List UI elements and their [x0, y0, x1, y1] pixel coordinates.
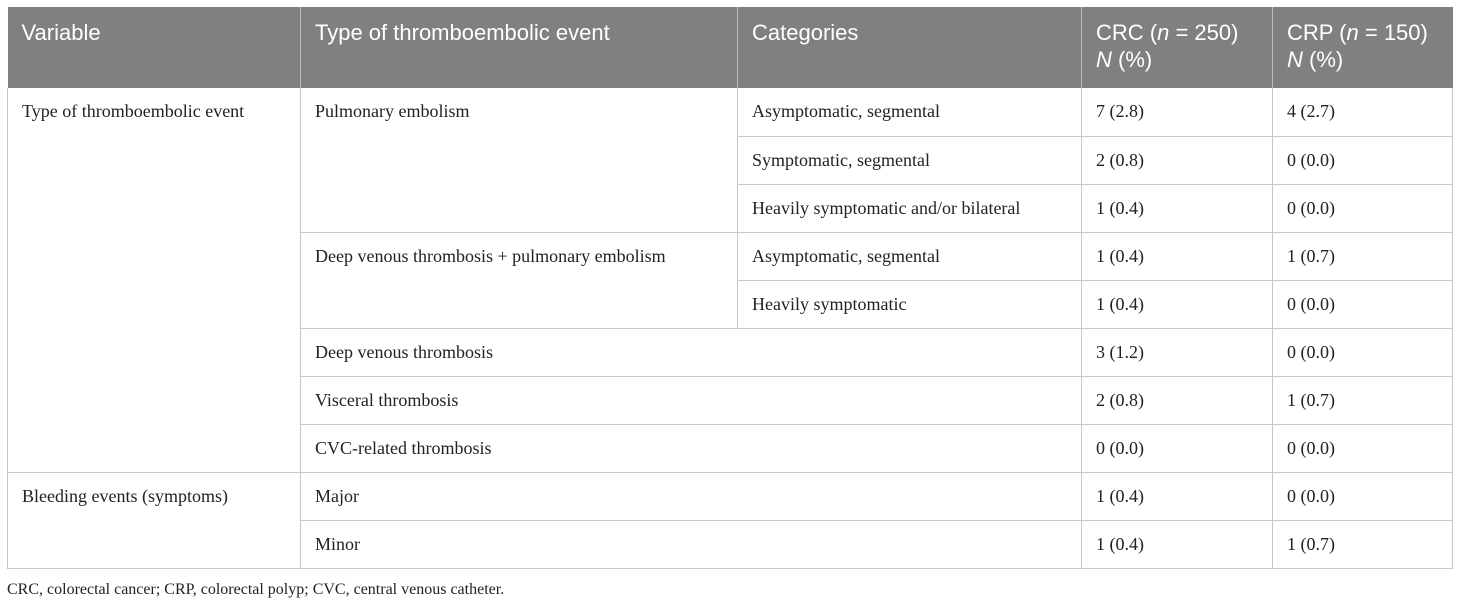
cell-crc-value: 1 (0.4) [1082, 472, 1273, 520]
cell-crc-value: 1 (0.4) [1082, 232, 1273, 280]
header-crc-count: = 250) [1169, 20, 1239, 45]
header-row [8, 7, 1453, 88]
header-crp-n: n [1346, 20, 1359, 45]
cell-category: Asymptomatic, segmental [738, 88, 1082, 136]
cell-pulmonary-embolism: Pulmonary embolism [301, 88, 738, 232]
cell-crp-value: 0 (0.0) [1273, 424, 1453, 472]
cell-crp-value: 0 (0.0) [1273, 472, 1453, 520]
cell-minor: Minor [301, 520, 1082, 568]
cell-visceral: Visceral thrombosis [301, 376, 1082, 424]
cell-crc-value: 2 (0.8) [1082, 376, 1273, 424]
cell-crc-value: 7 (2.8) [1082, 88, 1273, 136]
cell-variable-bleeding: Bleeding events (symptoms) [8, 472, 301, 568]
header-crc [1082, 7, 1273, 88]
cell-crc-value: 3 (1.2) [1082, 328, 1273, 376]
cell-category: Asymptomatic, segmental [738, 232, 1082, 280]
header-crc-prefix: CRC ( [1096, 20, 1158, 45]
header-crp-pct: (%) [1302, 47, 1344, 72]
cell-crp-value: 0 (0.0) [1273, 136, 1453, 184]
cell-cvc: CVC-related thrombosis [301, 424, 1082, 472]
header-crp-count: = 150) [1358, 20, 1428, 45]
thromboembolic-events-table [7, 7, 1453, 569]
table-row [8, 472, 1453, 520]
header-type: Type of thromboembolic event [301, 7, 738, 88]
header-variable: Variable [8, 7, 301, 88]
cell-category: Heavily symptomatic and/or bilateral [738, 184, 1082, 232]
header-crp [1273, 7, 1453, 88]
cell-crc-value: 2 (0.8) [1082, 136, 1273, 184]
cell-variable-thrombo: Type of thromboembolic event [8, 88, 301, 472]
header-crp-n-label: N [1287, 47, 1303, 72]
header-categories: Categories [738, 7, 1082, 88]
cell-crp-value: 1 (0.7) [1273, 232, 1453, 280]
header-crc-n: n [1157, 20, 1170, 45]
header-crc-n-label: N [1096, 47, 1112, 72]
cell-dvt: Deep venous thrombosis [301, 328, 1082, 376]
cell-dvt-pe: Deep venous thrombosis + pulmonary embolism [301, 232, 738, 328]
cell-category: Symptomatic, segmental [738, 136, 1082, 184]
cell-crp-value: 0 (0.0) [1273, 184, 1453, 232]
cell-major: Major [301, 472, 1082, 520]
cell-crc-value: 1 (0.4) [1082, 184, 1273, 232]
table-footnote: CRC, colorectal cancer; CRP, colorectal polyp; CVC, central venous catheter. [7, 581, 505, 598]
cell-crp-value: 0 (0.0) [1273, 280, 1453, 328]
cell-crc-value: 0 (0.0) [1082, 424, 1273, 472]
header-crp-prefix: CRP ( [1287, 20, 1347, 45]
cell-crp-value: 4 (2.7) [1273, 88, 1453, 136]
cell-category: Heavily symptomatic [738, 280, 1082, 328]
table-row [8, 88, 1453, 136]
cell-crc-value: 1 (0.4) [1082, 520, 1273, 568]
cell-crp-value: 1 (0.7) [1273, 376, 1453, 424]
cell-crc-value: 1 (0.4) [1082, 280, 1273, 328]
cell-crp-value: 0 (0.0) [1273, 328, 1453, 376]
header-crc-pct: (%) [1111, 47, 1153, 72]
cell-crp-value: 1 (0.7) [1273, 520, 1453, 568]
